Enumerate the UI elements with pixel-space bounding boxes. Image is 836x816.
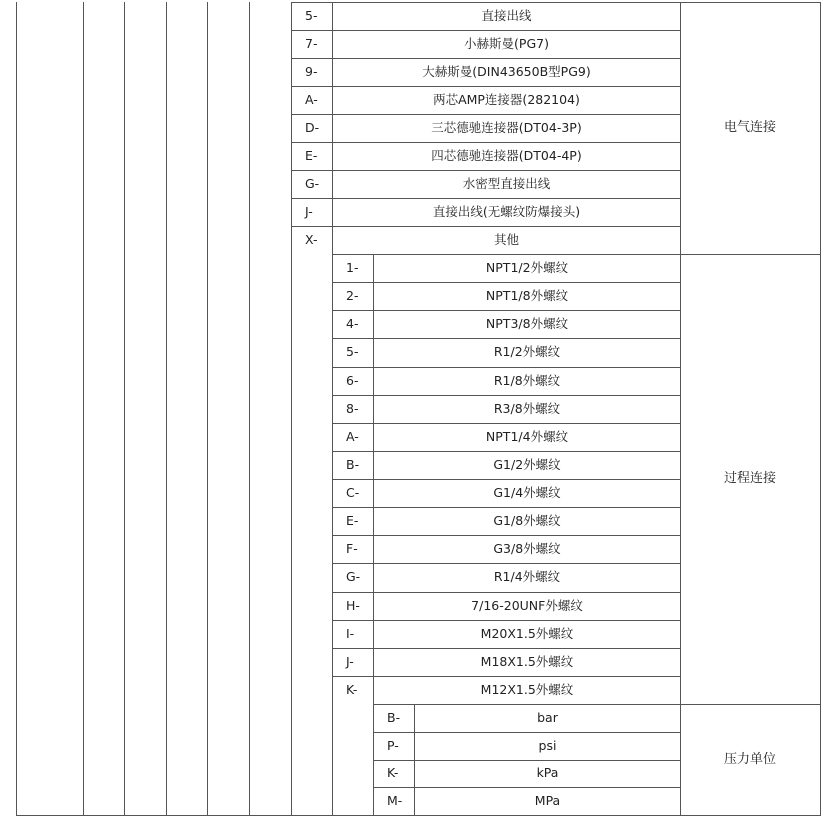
- option-code: 8-: [346, 401, 359, 416]
- parent-column-rule: [207, 2, 208, 815]
- group-label: 过程连接: [723, 471, 776, 486]
- group-label: 压力单位: [723, 752, 776, 767]
- row-rule: [332, 479, 680, 480]
- option-description: 水密型直接出线: [462, 176, 551, 191]
- option-code: B-: [387, 710, 401, 725]
- option-code: 5-: [305, 8, 318, 23]
- row-rule: [291, 142, 680, 143]
- option-code: 7-: [305, 36, 318, 51]
- option-code: A-: [346, 429, 359, 444]
- option-description: 其他: [493, 232, 519, 247]
- option-description: MPa: [534, 793, 561, 808]
- row-rule: [291, 30, 680, 31]
- section-top-rule: [373, 704, 821, 705]
- parent-column-rule: [291, 2, 292, 815]
- row-rule: [332, 282, 680, 283]
- row-rule: [291, 114, 680, 115]
- option-description: 三芯德驰连接器(DT04-3P): [431, 120, 582, 135]
- option-description: 7/16-20UNF外螺纹: [471, 598, 583, 613]
- option-code: I-: [346, 626, 355, 641]
- option-description: 大赫斯曼(DIN43650B型PG9): [422, 64, 591, 79]
- row-rule: [332, 423, 680, 424]
- row-rule: [332, 310, 680, 311]
- option-description: 小赫斯曼(PG7): [464, 36, 549, 51]
- option-description: 两芯AMP连接器(282104): [433, 92, 580, 107]
- section-top-rule: [291, 2, 821, 3]
- row-rule: [332, 592, 680, 593]
- row-rule: [332, 563, 680, 564]
- option-description: G3/8外螺纹: [493, 541, 561, 556]
- row-rule: [332, 367, 680, 368]
- option-code: A-: [305, 92, 318, 107]
- row-rule: [291, 58, 680, 59]
- option-description: M20X1.5外螺纹: [480, 626, 574, 641]
- table-right-rule: [820, 2, 821, 815]
- row-rule: [373, 732, 680, 733]
- option-code: B-: [346, 457, 360, 472]
- option-code: F-: [346, 541, 358, 556]
- row-rule: [332, 507, 680, 508]
- row-rule: [332, 395, 680, 396]
- option-code: 5-: [346, 344, 359, 359]
- parent-column-rule: [166, 2, 167, 815]
- option-description: G1/4外螺纹: [493, 485, 561, 500]
- parent-column-rule: [83, 2, 84, 815]
- parent-column-rule: [124, 2, 125, 815]
- option-code: E-: [305, 148, 318, 163]
- row-rule: [291, 86, 680, 87]
- row-rule: [332, 676, 680, 677]
- option-code: M-: [387, 793, 403, 808]
- option-code: 4-: [346, 316, 359, 331]
- option-code: 6-: [346, 373, 359, 388]
- option-description: M12X1.5外螺纹: [480, 682, 574, 697]
- row-rule: [291, 170, 680, 171]
- row-rule: [291, 198, 680, 199]
- option-code: K-: [346, 682, 358, 697]
- section-top-rule: [332, 254, 821, 255]
- row-rule: [332, 451, 680, 452]
- group-label: 电气连接: [723, 120, 776, 135]
- row-rule: [373, 787, 680, 788]
- option-description: R3/8外螺纹: [493, 401, 561, 416]
- option-description: G1/2外螺纹: [493, 457, 561, 472]
- option-description: M18X1.5外螺纹: [480, 654, 574, 669]
- option-description: R1/2外螺纹: [493, 344, 561, 359]
- option-code: C-: [346, 485, 360, 500]
- option-description: kPa: [536, 765, 559, 780]
- row-rule: [332, 620, 680, 621]
- parent-column-rule: [249, 2, 250, 815]
- option-description: psi: [538, 738, 557, 753]
- option-code: 1-: [346, 260, 359, 275]
- option-description: 四芯德驰连接器(DT04-4P): [431, 148, 582, 163]
- option-code: P-: [387, 738, 399, 753]
- row-rule: [373, 760, 680, 761]
- option-code: J-: [346, 654, 354, 669]
- option-code: G-: [346, 569, 361, 584]
- option-code: X-: [305, 232, 318, 247]
- row-rule: [332, 338, 680, 339]
- option-description: 直接出线(无螺纹防爆接头): [432, 204, 581, 219]
- row-rule: [332, 648, 680, 649]
- option-description: bar: [537, 710, 558, 725]
- option-description: R1/4外螺纹: [493, 569, 561, 584]
- option-code: E-: [346, 513, 359, 528]
- option-description: R1/8外螺纹: [493, 373, 561, 388]
- option-description: NPT3/8外螺纹: [485, 316, 569, 331]
- option-code: H-: [346, 598, 360, 613]
- option-description: 直接出线: [481, 8, 532, 23]
- option-description: G1/8外螺纹: [493, 513, 561, 528]
- option-description: NPT1/2外螺纹: [485, 260, 569, 275]
- row-rule: [332, 535, 680, 536]
- option-code: 9-: [305, 64, 318, 79]
- option-code: 2-: [346, 288, 359, 303]
- option-code: K-: [387, 765, 399, 780]
- option-description: NPT1/8外螺纹: [485, 288, 569, 303]
- option-code: J-: [305, 204, 313, 219]
- row-rule: [291, 226, 680, 227]
- option-code: D-: [305, 120, 320, 135]
- option-code: G-: [305, 176, 320, 191]
- option-description: NPT1/4外螺纹: [485, 429, 569, 444]
- parent-column-rule: [16, 2, 17, 815]
